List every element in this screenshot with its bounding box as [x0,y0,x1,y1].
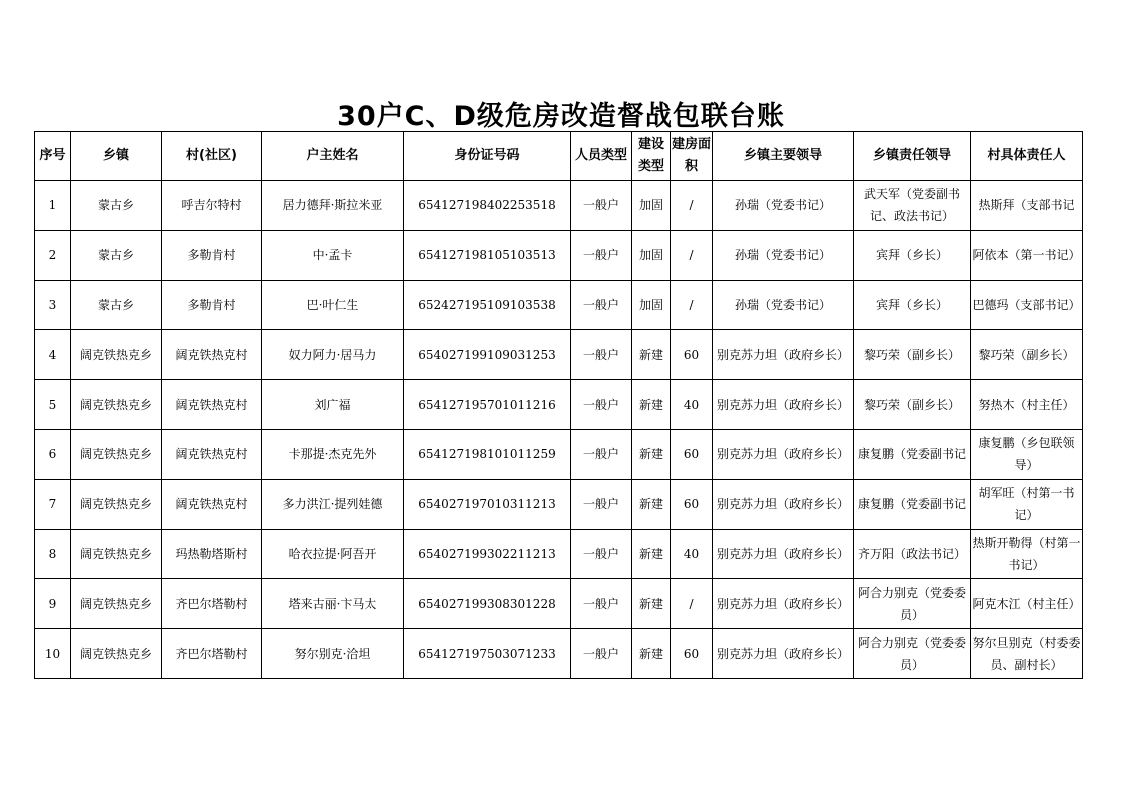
cell-id-number: 654127198105103513 [404,230,571,280]
cell-village-responsible: 热斯开勒得（村第一书记） [971,529,1083,579]
cell-village-responsible: 康复鹏（乡包联领导） [971,429,1083,479]
cell-main-leader: 别克苏力坦（政府乡长） [713,429,854,479]
ledger-table [34,131,1083,679]
cell-person-type: 一般户 [571,181,632,231]
cell-village-responsible: 热斯拜（支部书记 [971,181,1083,231]
cell-build-area: / [671,579,713,629]
cell-id-number: 654027197010311213 [404,479,571,529]
cell-build-type: 新建 [632,579,671,629]
table-row [35,479,1083,529]
cell-build-type: 新建 [632,330,671,380]
cell-build-type: 加固 [632,230,671,280]
cell-main-leader: 孙瑞（党委书记） [713,181,854,231]
cell-id-number: 654127195701011216 [404,380,571,430]
cell-township: 阔克铁热克乡 [71,330,162,380]
cell-responsible-leader: 齐万阳（政法书记） [854,529,971,579]
cell-main-leader: 别克苏力坦（政府乡长） [713,629,854,679]
cell-build-area: 60 [671,429,713,479]
cell-build-area: 60 [671,629,713,679]
cell-township: 阔克铁热克乡 [71,380,162,430]
cell-householder: 多力洪江·提列娃德 [262,479,404,529]
cell-person-type: 一般户 [571,479,632,529]
cell-township: 阔克铁热克乡 [71,479,162,529]
cell-build-type: 新建 [632,529,671,579]
cell-seq: 6 [35,429,71,479]
cell-seq: 10 [35,629,71,679]
cell-seq: 3 [35,280,71,330]
cell-person-type: 一般户 [571,280,632,330]
table-row [35,230,1083,280]
cell-build-type: 新建 [632,629,671,679]
cell-build-type: 新建 [632,380,671,430]
header-main-leader: 乡镇主要领导 [713,132,854,181]
header-village-responsible: 村具体责任人 [971,132,1083,181]
cell-village-responsible: 努尔旦别克（村委委员、副村长） [971,629,1083,679]
cell-village: 多勒肯村 [162,280,262,330]
cell-village-responsible: 阿依本（第一书记） [971,230,1083,280]
table-row [35,330,1083,380]
cell-householder: 巴·叶仁生 [262,280,404,330]
cell-build-area: 40 [671,529,713,579]
cell-build-area: 60 [671,330,713,380]
cell-responsible-leader: 宾拜（乡长） [854,280,971,330]
cell-seq: 2 [35,230,71,280]
cell-person-type: 一般户 [571,230,632,280]
cell-village: 阔克铁热克村 [162,330,262,380]
cell-township: 阔克铁热克乡 [71,579,162,629]
cell-householder: 居力德拜·斯拉米亚 [262,181,404,231]
cell-person-type: 一般户 [571,629,632,679]
table-row [35,579,1083,629]
cell-main-leader: 别克苏力坦（政府乡长） [713,529,854,579]
table-row [35,280,1083,330]
cell-village-responsible: 胡军旺（村第一书记） [971,479,1083,529]
header-person-type: 人员类型 [571,132,632,181]
cell-build-type: 新建 [632,429,671,479]
header-householder: 户主姓名 [262,132,404,181]
cell-id-number: 654027199302211213 [404,529,571,579]
cell-householder: 卡那提·杰克先外 [262,429,404,479]
cell-main-leader: 孙瑞（党委书记） [713,280,854,330]
cell-village: 阔克铁热克村 [162,429,262,479]
header-responsible-leader: 乡镇责任领导 [854,132,971,181]
document-title: 30户C、D级危房改造督战包联台账 [337,101,785,132]
table-row [35,380,1083,430]
cell-build-area: / [671,181,713,231]
cell-township: 阔克铁热克乡 [71,429,162,479]
header-row [35,132,1083,181]
cell-build-area: 60 [671,479,713,529]
cell-person-type: 一般户 [571,429,632,479]
cell-village-responsible: 黎巧荣（副乡长） [971,330,1083,380]
header-township: 乡镇 [71,132,162,181]
cell-village: 齐巴尔塔勒村 [162,579,262,629]
table-row [35,629,1083,679]
cell-build-area: / [671,230,713,280]
cell-seq: 9 [35,579,71,629]
cell-village: 玛热勒塔斯村 [162,529,262,579]
cell-main-leader: 别克苏力坦（政府乡长） [713,479,854,529]
header-id-number: 身份证号码 [404,132,571,181]
cell-responsible-leader: 康复鹏（党委副书记 [854,429,971,479]
cell-person-type: 一般户 [571,529,632,579]
cell-responsible-leader: 宾拜（乡长） [854,230,971,280]
ledger-body [35,181,1083,679]
cell-build-type: 新建 [632,479,671,529]
cell-build-type: 加固 [632,280,671,330]
cell-householder: 努尔别克·洽坦 [262,629,404,679]
table-row [35,429,1083,479]
cell-householder: 中·孟卡 [262,230,404,280]
cell-build-type: 加固 [632,181,671,231]
cell-responsible-leader: 黎巧荣（副乡长） [854,380,971,430]
header-build-area: 建房面积 [671,132,713,181]
cell-responsible-leader: 武天军（党委副书记、政法书记） [854,181,971,231]
cell-seq: 1 [35,181,71,231]
cell-village-responsible: 巴德玛（支部书记） [971,280,1083,330]
cell-seq: 7 [35,479,71,529]
header-build-type: 建设类型 [632,132,671,181]
cell-main-leader: 别克苏力坦（政府乡长） [713,579,854,629]
cell-main-leader: 别克苏力坦（政府乡长） [713,380,854,430]
cell-householder: 塔来古丽·卞马太 [262,579,404,629]
cell-id-number: 654027199308301228 [404,579,571,629]
cell-responsible-leader: 阿合力别克（党委委员） [854,629,971,679]
cell-person-type: 一般户 [571,330,632,380]
cell-village: 阔克铁热克村 [162,479,262,529]
cell-township: 蒙古乡 [71,280,162,330]
cell-township: 蒙古乡 [71,181,162,231]
cell-village: 多勒肯村 [162,230,262,280]
table-row [35,529,1083,579]
cell-responsible-leader: 阿合力别克（党委委员） [854,579,971,629]
cell-township: 阔克铁热克乡 [71,529,162,579]
cell-village: 阔克铁热克村 [162,380,262,430]
cell-person-type: 一般户 [571,579,632,629]
cell-village: 齐巴尔塔勒村 [162,629,262,679]
cell-person-type: 一般户 [571,380,632,430]
cell-build-area: / [671,280,713,330]
cell-village: 呼吉尔特村 [162,181,262,231]
cell-seq: 5 [35,380,71,430]
cell-id-number: 654127198402253518 [404,181,571,231]
cell-township: 蒙古乡 [71,230,162,280]
header-village: 村(社区) [162,132,262,181]
cell-id-number: 654127197503071233 [404,629,571,679]
cell-householder: 刘广福 [262,380,404,430]
cell-main-leader: 别克苏力坦（政府乡长） [713,330,854,380]
cell-seq: 4 [35,330,71,380]
cell-id-number: 654127198101011259 [404,429,571,479]
cell-seq: 8 [35,529,71,579]
cell-householder: 奴力阿力·居马力 [262,330,404,380]
header-seq: 序号 [35,132,71,181]
cell-responsible-leader: 黎巧荣（副乡长） [854,330,971,380]
cell-build-area: 40 [671,380,713,430]
cell-id-number: 654027199109031253 [404,330,571,380]
cell-township: 阔克铁热克乡 [71,629,162,679]
table-row [35,181,1083,231]
cell-main-leader: 孙瑞（党委书记） [713,230,854,280]
cell-id-number: 652427195109103538 [404,280,571,330]
cell-householder: 哈衣拉提·阿吾开 [262,529,404,579]
cell-village-responsible: 阿克木江（村主任） [971,579,1083,629]
cell-village-responsible: 努热木（村主任） [971,380,1083,430]
cell-responsible-leader: 康复鹏（党委副书记 [854,479,971,529]
